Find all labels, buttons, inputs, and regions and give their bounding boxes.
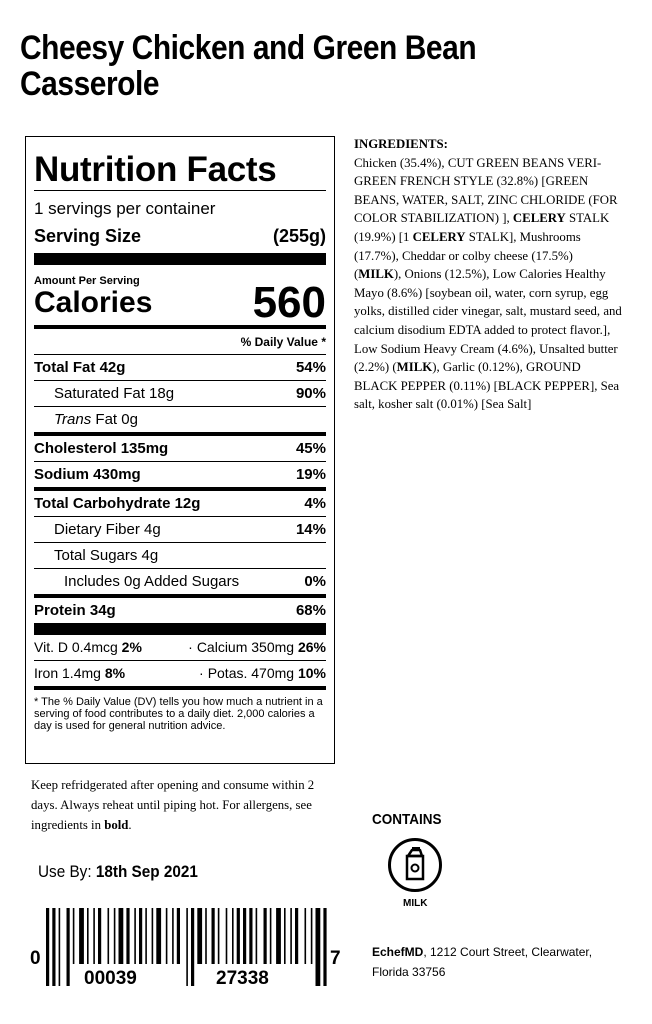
nutrient-dv: 90% <box>295 385 326 402</box>
storage-bold: bold <box>104 818 129 832</box>
storage-instructions <box>31 775 326 835</box>
nutrient-row-cholesterol <box>34 432 326 461</box>
nutrient-row-protein <box>34 594 326 623</box>
nutrition-facts-panel <box>25 136 335 764</box>
nutrient-amount: 34g <box>89 602 116 619</box>
use-by-label: Use By: <box>38 862 92 881</box>
nutrient-dv: 54% <box>295 359 326 376</box>
barcode-bar <box>87 908 89 964</box>
barcode-bar <box>226 908 228 964</box>
manufacturer-address-text: , 1212 Court Street, Clearwater, Florida 33756 <box>372 945 593 979</box>
ingredients-block <box>354 135 622 414</box>
milk-carton-icon <box>388 838 442 892</box>
product-title: Cheesy Chicken and Green Bean Casserole <box>20 29 477 103</box>
use-by <box>38 862 198 882</box>
barcode-bar <box>134 908 136 964</box>
nutrient-name: Sodium <box>34 466 89 483</box>
nutrient-name: Total Fat <box>34 359 96 376</box>
barcode-bar <box>98 908 101 964</box>
barcode-bar <box>172 908 174 964</box>
serving-size-row <box>34 225 326 253</box>
nutrient-amount: 42g <box>99 359 126 376</box>
nutrient-row-total-fat <box>34 354 326 380</box>
allergen-highlight: MILK <box>358 267 394 282</box>
nutrient-name: Cholesterol <box>34 440 117 457</box>
use-by-date: 18th Sep 2021 <box>95 862 198 881</box>
nutrient-dv: 14% <box>295 521 326 538</box>
divider-thick <box>34 623 326 635</box>
calories-label: Calories <box>34 286 153 319</box>
nutrient-name: Includes 0g Added Sugars <box>64 573 240 590</box>
barcode-bar <box>305 908 307 964</box>
ingredient-segment: STALK], Mushrooms (17.7%), Cheddar or colby cheese (17.5%) ( <box>354 229 581 282</box>
barcode-bar <box>67 908 70 986</box>
vitamin-d-dv: 2% <box>121 639 142 655</box>
nutrient-dv: 0% <box>304 573 326 590</box>
ingredient-segment: ), Onions (12.5%), Low Calories Healthy Mayo (8.6%) [soybean oil, water, corn syrup, egg yolks, distilled cider vinegar, salt, mustard seed, and calcium disodium EDTA added to protect flavor.], Low Sodium Heavy Cream (4.6%), Unsalted butter (2.2%) ( <box>354 267 622 375</box>
barcode-bar <box>270 908 272 964</box>
calcium-dv: 26% <box>297 639 326 655</box>
potassium-label: Potas. 470mg <box>207 665 295 681</box>
milk-carton-icon-svg <box>391 841 439 889</box>
barcode-bar <box>145 908 147 964</box>
barcode-bar <box>59 908 61 986</box>
storage-end: . <box>128 818 132 832</box>
barcode-bar <box>108 908 110 964</box>
nutrient-dv: 19% <box>295 466 326 483</box>
separator-dot: · <box>199 665 204 681</box>
barcode <box>28 908 348 992</box>
manufacturer-name: EchefMD <box>372 945 424 959</box>
allergen-milk: MILK <box>403 898 428 909</box>
allergen-highlight: CELERY <box>512 211 566 226</box>
nutrient-name: Dietary Fiber 4g <box>54 521 161 538</box>
barcode-bar <box>276 908 281 964</box>
nutrient-dv: 4% <box>304 495 326 512</box>
calories-value: 560 <box>252 278 326 327</box>
nutrient-dv: 68% <box>295 602 326 619</box>
nutrient-name: Total Carbohydrate <box>34 495 171 512</box>
iron-label: Iron 1.4mg <box>34 665 101 681</box>
nutrient-amount: 135mg <box>120 440 169 457</box>
nutrient-row-dietary-fiber <box>34 516 326 542</box>
barcode-right-digits: 27338 <box>216 968 269 989</box>
nutrient-name: Protein <box>34 602 86 619</box>
barcode-bar <box>205 908 207 964</box>
barcode-left-digits: 00039 <box>84 968 137 989</box>
calcium-label: Calcium 350mg <box>196 639 295 655</box>
divider-thick <box>34 253 326 265</box>
barcode-bar <box>264 908 267 964</box>
servings-per-container: 1 servings per container <box>34 199 216 218</box>
nutrient-row-added-sugars <box>34 568 326 594</box>
barcode-bar <box>311 908 313 964</box>
barcode-bar <box>93 908 95 964</box>
serving-size-label: Serving Size <box>34 226 142 246</box>
barcode-bar <box>290 908 292 964</box>
manufacturer-address <box>372 942 622 982</box>
vitamin-row-2 <box>34 660 326 686</box>
nutrient-row-total-carbohydrate <box>34 487 326 516</box>
barcode-bar <box>295 908 298 964</box>
trans-label: Trans <box>54 411 92 428</box>
ingredient-segment: Chicken (35.4%), CUT GREEN BEANS VERI-GREEN FRENCH STYLE (32.8%) [GREEN BEANS, WATER, SALT, ZINC CHLORIDE (FOR COLOR STABILIZATION) ], <box>354 155 618 226</box>
ingredient-segment: STALK (19.9%) [1 <box>354 211 610 244</box>
barcode-bar <box>197 908 202 964</box>
ingredient-segment: ), Garlic (0.12%), GROUND BLACK PEPPER (0.11%) [BLACK PEPPER], Sea salt, kosher salt (0.01%) [Sea Salt] <box>354 360 620 412</box>
vitamin-row-1 <box>34 635 326 660</box>
barcode-bar <box>323 908 326 986</box>
amount-per-serving: Amount Per Serving <box>34 275 140 287</box>
nutrient-name: Saturated Fat 18g <box>54 385 175 402</box>
vitamin-d-label: Vit. D 0.4mcg <box>34 639 118 655</box>
allergen-highlight: MILK <box>396 360 433 375</box>
barcode-bar <box>284 908 286 964</box>
divider <box>34 190 326 191</box>
nutrient-row-total-sugars <box>34 542 326 568</box>
barcode-bar <box>119 908 124 964</box>
barcode-bar <box>152 908 154 964</box>
barcode-check-digit: 7 <box>330 948 341 969</box>
serving-size-value: (255g) <box>272 226 326 246</box>
barcode-bar <box>156 908 161 964</box>
nutrient-row-trans-fat <box>34 406 326 432</box>
barcode-bar <box>139 908 142 964</box>
barcode-bar <box>166 908 168 964</box>
nutrition-facts-heading: Nutrition Facts <box>34 150 277 189</box>
trans-amount: Fat 0g <box>91 411 138 428</box>
daily-value-footnote: * The % Daily Value (DV) tells you how much a nutrient in a serving of food contributes to a daily diet. 2,000 calories a day is used for general nutrition advice. <box>34 696 323 732</box>
storage-text: Keep refridgerated after opening and consume within 2 days. Always reheat until piping hot. For allergens, see ingredients in <box>31 778 315 832</box>
separator-dot: · <box>188 639 193 655</box>
allergen-highlight: CELERY <box>412 229 466 244</box>
nutrient-row-sodium <box>34 461 326 487</box>
barcode-bar <box>218 908 220 964</box>
barcode-bar <box>52 908 55 986</box>
nutrient-amount: 12g <box>174 495 201 512</box>
nutrient-amount: 430mg <box>93 466 141 483</box>
nutrient-row-saturated-fat <box>34 380 326 406</box>
barcode-bar <box>73 908 75 964</box>
nutrient-name: Total Sugars 4g <box>54 547 159 564</box>
barcode-bar <box>79 908 84 964</box>
barcode-bar <box>126 908 129 964</box>
daily-value-header: % Daily Value * <box>240 335 326 349</box>
barcode-lead-digit: 0 <box>30 948 41 969</box>
nutrient-dv: 45% <box>295 440 326 457</box>
barcode-bar <box>191 908 194 986</box>
iron-dv: 8% <box>104 665 126 681</box>
barcode-bar <box>316 908 321 986</box>
barcode-bar <box>177 908 180 964</box>
barcode-bar <box>114 908 116 964</box>
contains-heading: CONTAINS <box>372 811 442 828</box>
ingredients-heading: INGREDIENTS: <box>354 137 448 151</box>
potassium-dv: 10% <box>297 665 326 681</box>
barcode-bar <box>212 908 215 964</box>
barcode-bar <box>186 908 188 986</box>
barcode-bar <box>46 908 49 986</box>
ingredients-text <box>354 154 622 414</box>
barcode-bar <box>256 908 258 964</box>
